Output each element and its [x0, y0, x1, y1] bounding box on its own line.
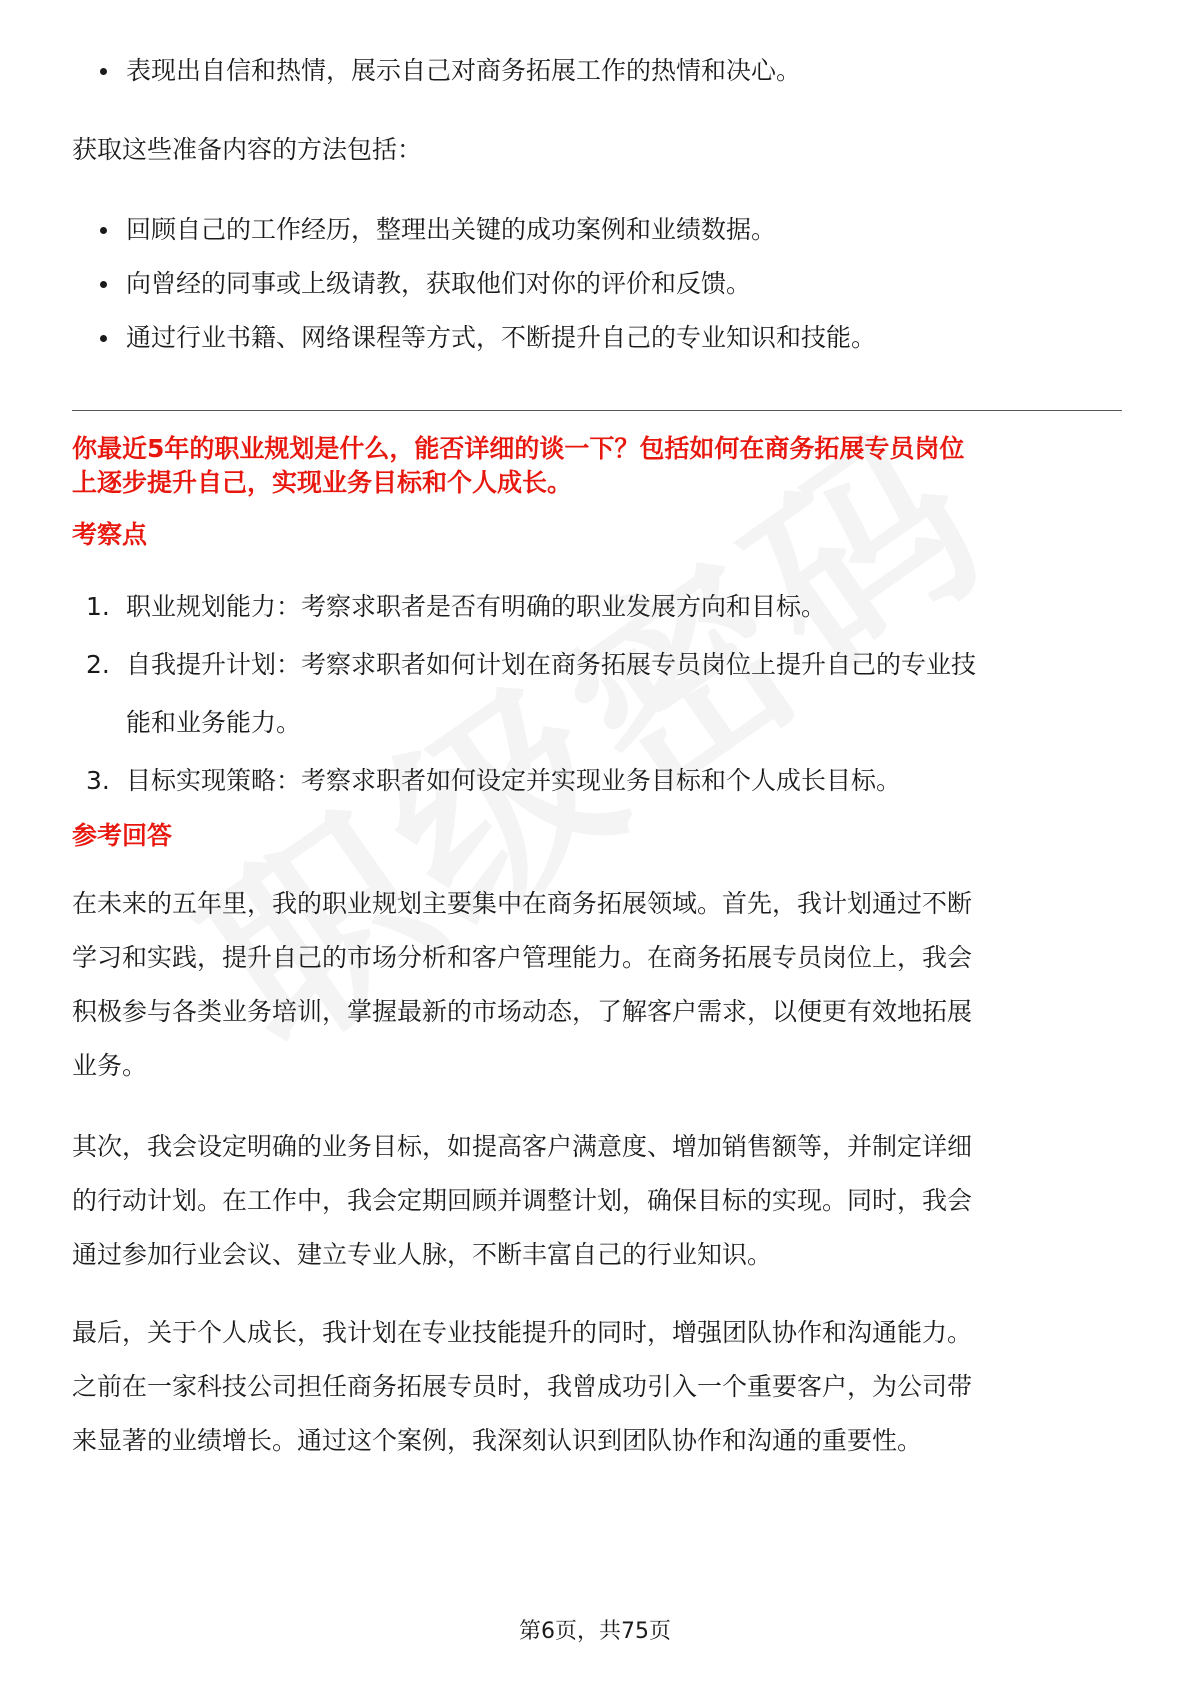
- list-item: [72, 752, 1122, 810]
- list-item-text: 能和业务能力。: [126, 708, 302, 737]
- bullet-icon: [100, 227, 107, 234]
- method-bullet-list: [72, 210, 1122, 358]
- list-number: 1.: [86, 592, 110, 621]
- list-number: 3.: [86, 766, 110, 795]
- list-item-text: 目标实现策略：考察求职者如何设定并实现业务目标和个人成长目标。: [126, 766, 902, 795]
- top-bullet-list: [72, 51, 1122, 91]
- paragraph-line: 积极参与各类业务培训，掌握最新的市场动态，了解客户需求，以便更有效地拓展: [72, 997, 973, 1026]
- list-item: [72, 51, 1122, 91]
- assessment-heading: 考察点: [72, 520, 148, 549]
- paragraph-line: 之前在一家科技公司担任商务拓展专员时，我曾成功引入一个重要客户，为公司带: [72, 1372, 973, 1401]
- answer-heading: 参考回答: [72, 821, 173, 850]
- list-item-text: 通过行业书籍、网络课程等方式，不断提升自己的专业知识和技能。: [126, 323, 877, 352]
- list-item: [72, 264, 1122, 304]
- paragraph-line: 学习和实践，提升自己的市场分析和客户管理能力。在商务拓展专员岗位上，我会: [72, 943, 973, 972]
- page-footer: 第6页，共75页: [519, 1619, 671, 1644]
- bullet-icon: [100, 68, 107, 75]
- question-line: 上逐步提升自己，实现业务目标和个人成长。: [72, 468, 573, 497]
- paragraph-line: 来显著的业绩增长。通过这个案例，我深刻认识到团队协作和沟通的重要性。: [72, 1426, 923, 1455]
- list-item: [72, 318, 1122, 358]
- answer-paragraph: [72, 1306, 1122, 1468]
- method-intro: 获取这些准备内容的方法包括：: [72, 135, 423, 164]
- document-page: [72, 0, 1122, 1684]
- assessment-list: [72, 578, 1122, 810]
- question-line: 你最近5年的职业规划是什么，能否详细的谈一下？包括如何在商务拓展专员岗位: [72, 434, 965, 463]
- list-item-text: 自我提升计划：考察求职者如何计划在商务拓展专员岗位上提升自己的专业技: [126, 650, 977, 679]
- answer-paragraph: [72, 1120, 1122, 1282]
- paragraph-line: 业务。: [72, 1051, 148, 1080]
- list-item: [72, 210, 1122, 250]
- section-divider: [72, 410, 1122, 411]
- list-item-text: 回顾自己的工作经历，整理出关键的成功案例和业绩数据。: [126, 215, 777, 244]
- paragraph-line: 其次，我会设定明确的业务目标，如提高客户满意度、增加销售额等，并制定详细: [72, 1132, 973, 1161]
- list-item-text: 向曾经的同事或上级请教，获取他们对你的评价和反馈。: [126, 269, 752, 298]
- bullet-icon: [100, 335, 107, 342]
- paragraph-line: 最后，关于个人成长，我计划在专业技能提升的同时，增强团队协作和沟通能力。: [72, 1318, 973, 1347]
- paragraph-line: 通过参加行业会议、建立专业人脉，不断丰富自己的行业知识。: [72, 1240, 773, 1269]
- list-item: [72, 578, 1122, 636]
- list-item: [72, 636, 1122, 752]
- list-number: 2.: [86, 650, 110, 679]
- answer-paragraph: [72, 877, 1122, 1093]
- paragraph-line: 在未来的五年里，我的职业规划主要集中在商务拓展领域。首先，我计划通过不断: [72, 889, 973, 918]
- paragraph-line: 的行动计划。在工作中，我会定期回顾并调整计划，确保目标的实现。同时，我会: [72, 1186, 973, 1215]
- bullet-icon: [100, 281, 107, 288]
- list-item-text: 职业规划能力：考察求职者是否有明确的职业发展方向和目标。: [126, 592, 827, 621]
- question-heading: [72, 432, 1122, 500]
- list-item-text: 表现出自信和热情，展示自己对商务拓展工作的热情和决心。: [126, 56, 802, 85]
